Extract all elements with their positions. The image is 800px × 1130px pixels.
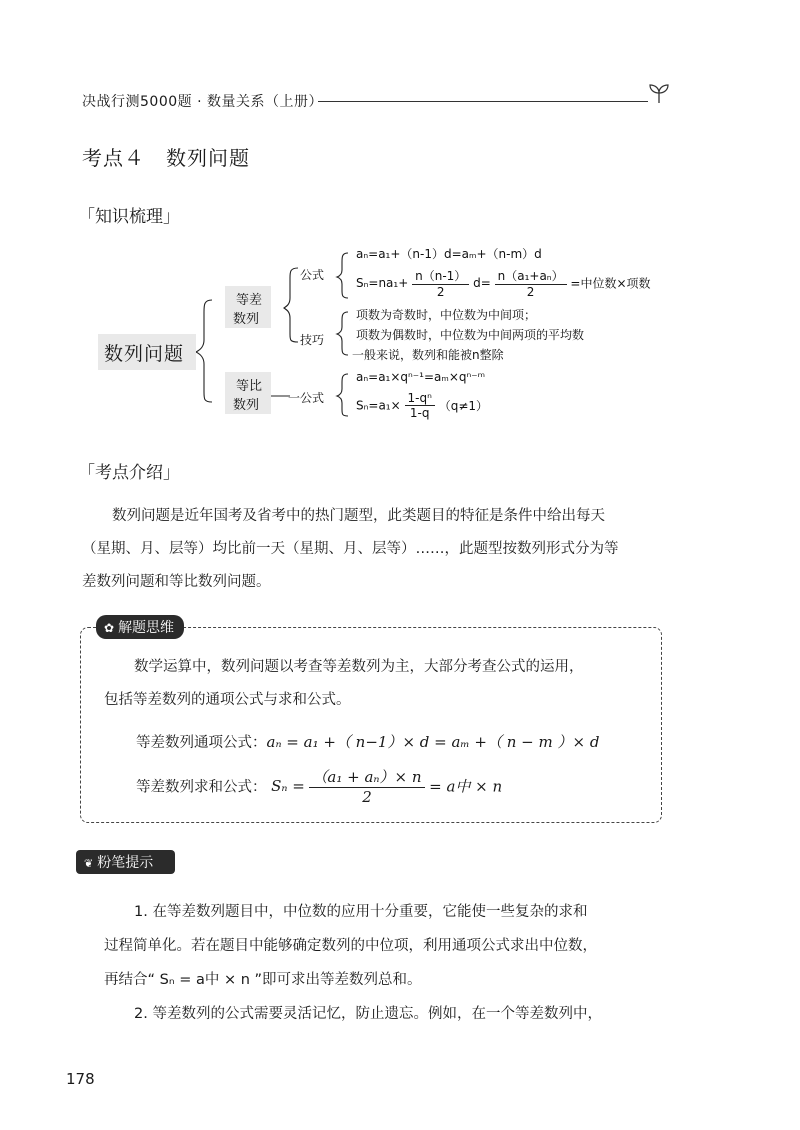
- tips-badge: [76, 850, 175, 874]
- thinking-general: [136, 731, 599, 752]
- mindmap-root: 数列问题: [104, 343, 185, 365]
- arith-sum-fraction-1: [412, 267, 469, 299]
- book-title: 决战行测5000题 · 数量关系（上册）: [82, 94, 323, 110]
- arith-sum-frac2-num: n（a₁+aₙ）: [495, 267, 567, 285]
- arith-sum-frac2-den: 2: [526, 285, 535, 299]
- geo-formula-label: 一公式: [288, 391, 325, 405]
- sum-formula-lhs: Sₙ =: [271, 777, 305, 795]
- arith-sum-frac1-den: 2: [436, 285, 445, 299]
- intro-paragraph: [82, 500, 682, 599]
- tips-p1-line-1: 1. 在等差数列题目中，中位数的应用十分重要，它能使一些复杂的求和: [134, 904, 588, 920]
- geo-sum-den: 1-q: [409, 406, 430, 420]
- tips-label: 技巧: [300, 333, 325, 347]
- intro-line-1: 数列问题是近年国考及省考中的热门题型，此类题目的特征是条件中给出每天: [112, 508, 605, 524]
- sprout-badge-icon: ❦: [84, 857, 94, 870]
- tips-badge-label: 粉笔提示: [97, 855, 154, 871]
- arith-sum-prefix: Sₙ=na₁+: [356, 276, 409, 290]
- sum-formula-rhs: = a中 × n: [429, 777, 503, 796]
- arith-label-top: 等差: [236, 293, 263, 308]
- thinking-line-2: 包括等差数列的通项公式与求和公式。: [104, 692, 351, 708]
- tips-p1-line-3: 再结合“ Sₙ = a中 × n ”即可求出等差数列总和。: [104, 972, 422, 988]
- tips-p2-line-1: 2. 等差数列的公式需要灵活记忆，防止遗忘。例如，在一个等差数列中，: [134, 1006, 602, 1022]
- intro-line-2: （星期、月、层等）均比前一天（星期、月、层等）……，此题型按数列形式分为等: [82, 541, 619, 557]
- thinking-sum: [136, 766, 502, 806]
- intro-heading: 「考点介绍」: [78, 463, 180, 483]
- section-title: 考点４ 数列问题: [82, 146, 250, 170]
- geo-label-top: 等比: [236, 379, 263, 394]
- arith-sum-frac1-num: n（n-1）: [412, 267, 469, 285]
- thinking-badge: [96, 615, 184, 639]
- tip-even: 项数为偶数时，中位数为中间两项的平均数: [356, 328, 585, 342]
- sum-formula-label: 等差数列求和公式：: [136, 779, 267, 796]
- geo-sum-condition: （q≠1）: [438, 399, 489, 413]
- flower-icon: ✿: [104, 621, 115, 635]
- arith-sum-mid: d=: [473, 276, 491, 290]
- tip-divisible: 一般来说，数列和能被n整除: [352, 348, 504, 362]
- tips-p1-line-2: 过程简单化。若在题目中能够确定数列的中位项，利用通项公式求出中位数，: [104, 938, 597, 954]
- arith-sum-fraction-2: [495, 267, 567, 299]
- arith-sum-suffix: =中位数×项数: [570, 276, 651, 291]
- arith-sum-formula: [356, 267, 651, 299]
- geo-sum-num: 1-qⁿ: [405, 391, 435, 406]
- general-formula: aₙ = a₁ +（ n−1）× d = aₘ +（ n − m ）× d: [266, 733, 600, 751]
- intro-line-3: 差数列问题和等比数列问题。: [82, 574, 271, 590]
- geo-label-bottom: 数列: [233, 398, 260, 413]
- sum-formula-num: （a₁ + aₙ）× n: [309, 766, 424, 788]
- tips-paragraph: [104, 895, 664, 1031]
- sum-formula-fraction: [309, 766, 424, 806]
- arith-general-formula: aₙ=a₁+（n-1）d=aₘ+（n-m）d: [356, 247, 542, 261]
- thinking-badge-label: 解题思维: [118, 620, 175, 636]
- tip-odd: 项数为奇数时，中位数为中间项；: [356, 308, 537, 322]
- geo-sum-formula: [356, 391, 488, 420]
- thinking-line-1: 数学运算中，数列问题以考查等差数列为主，大部分考查公式的运用，: [134, 659, 584, 675]
- page-number: 178: [66, 1070, 95, 1088]
- general-formula-label: 等差数列通项公式：: [136, 735, 267, 751]
- geo-sum-fraction: [405, 391, 435, 420]
- knowledge-heading: 「知识梳理」: [78, 207, 180, 227]
- thinking-paragraph: [104, 651, 654, 717]
- sum-formula-den: 2: [362, 788, 372, 806]
- geo-sum-prefix: Sₙ=a₁×: [356, 398, 401, 413]
- geo-general-formula: aₙ=a₁×qⁿ⁻¹=aₘ×qⁿ⁻ᵐ: [356, 370, 486, 384]
- formula-label: 公式: [300, 268, 325, 282]
- arith-label-bottom: 数列: [233, 312, 260, 327]
